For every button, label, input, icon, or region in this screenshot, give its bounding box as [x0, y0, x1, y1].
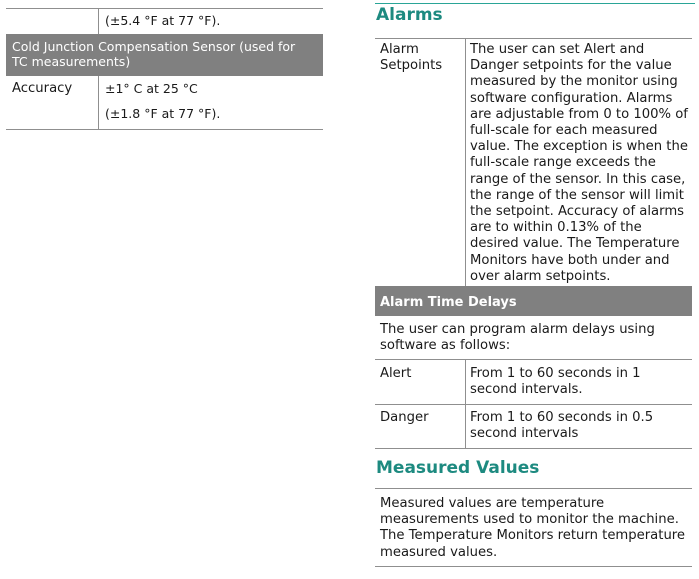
- measured-values-description: Measured values are temperature measurements used to monitor the machine. The Temperature Monitors return temperature measured values.: [380, 496, 686, 560]
- alert-delay-label: Alert: [380, 366, 412, 381]
- divider: [375, 566, 692, 567]
- temperature-tolerance-value: (±5.4 °F at 77 °F).: [105, 13, 221, 28]
- section-header-cjc: [6, 34, 323, 76]
- danger-delay-label: Danger: [380, 410, 429, 425]
- time-delays-header-text: Alarm Time Delays: [380, 295, 517, 310]
- accuracy-value-line1: ±1° C at 25 °C: [105, 81, 198, 96]
- alert-delay-value: From 1 to 60 seconds in 1 second intervals.: [470, 366, 641, 398]
- divider: [6, 8, 323, 9]
- measured-values-title: Measured Values: [376, 458, 540, 478]
- divider: [375, 488, 692, 489]
- divider: [375, 38, 692, 39]
- alarm-setpoints-label: Alarm Setpoints: [380, 42, 443, 74]
- alarms-title: Alarms: [376, 5, 443, 25]
- divider: [375, 448, 692, 449]
- section-header-time-delays: [375, 286, 692, 316]
- divider: [98, 8, 99, 34]
- divider: [6, 129, 323, 130]
- danger-delay-value: From 1 to 60 seconds in 0.5 second intervals: [470, 410, 654, 442]
- divider: [465, 38, 466, 286]
- accuracy-label: Accuracy: [12, 81, 73, 96]
- accuracy-value-line2: (±1.8 °F at 77 °F).: [105, 106, 221, 121]
- divider: [98, 76, 99, 129]
- alarm-setpoints-description: The user can set Alert and Danger setpoints for the value measured by the monitor using software configuration. Alarms are adjustable from 0 to 100% of full-scale for each measured value. The exception is when the full-scale range exceeds the range of the sensor. In this case, the range of the sensor will limit the setpoint. Accuracy of alarms are to within 0.13% of the desired value. The Temperature Monitors have both under and over alarm setpoints.: [470, 42, 688, 284]
- divider: [375, 404, 692, 405]
- divider: [375, 359, 692, 360]
- time-delays-intro: The user can program alarm delays using software as follows:: [380, 322, 655, 354]
- cjc-header-text: Cold Junction Compensation Sensor (used for TC measurements): [12, 39, 296, 69]
- section-rule: [375, 3, 695, 4]
